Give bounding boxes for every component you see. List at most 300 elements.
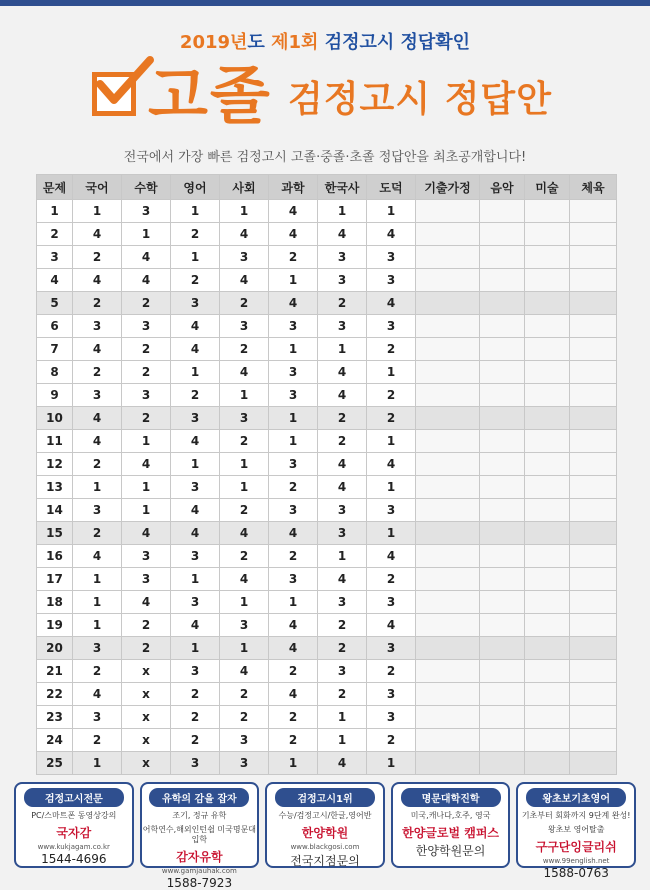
answer-cell: 2: [73, 522, 122, 545]
answer-cell: 4: [318, 384, 367, 407]
answer-cell: 3: [171, 476, 220, 499]
answer-cell: 2: [171, 384, 220, 407]
footer-ads: [14, 782, 636, 890]
column-header: 사회: [220, 175, 269, 200]
empty-cell: [480, 545, 525, 568]
table-row: [37, 499, 617, 522]
question-number: 18: [37, 591, 73, 614]
table-row: [37, 223, 617, 246]
answer-cell: 4: [318, 223, 367, 246]
ad-card-tag: 명문대학진학: [401, 788, 501, 807]
empty-cell: [416, 752, 480, 775]
answer-cell: 1: [73, 200, 122, 223]
empty-cell: [416, 683, 480, 706]
table-row: [37, 453, 617, 476]
empty-cell: [416, 223, 480, 246]
empty-cell: [525, 200, 570, 223]
subtitle-round: 제1회: [271, 32, 319, 53]
empty-cell: [570, 384, 617, 407]
column-header: 음악: [480, 175, 525, 200]
ad-card-line: 미국,캐나다,호주, 영국: [410, 811, 491, 820]
empty-cell: [480, 499, 525, 522]
answer-cell: 1: [73, 476, 122, 499]
answer-cell: 1: [122, 499, 171, 522]
answer-cell: 4: [171, 338, 220, 361]
question-number: 11: [37, 430, 73, 453]
empty-cell: [570, 246, 617, 269]
column-header: 수학: [122, 175, 171, 200]
ad-card-logo: 한양학원: [301, 826, 349, 840]
ad-card-url: www.kukjagam.co.kr: [37, 843, 110, 851]
answer-cell: 2: [171, 683, 220, 706]
empty-cell: [480, 660, 525, 683]
answer-cell: 2: [269, 660, 318, 683]
answer-cell: 3: [220, 729, 269, 752]
table-row: [37, 752, 617, 775]
answer-cell: 1: [122, 476, 171, 499]
table-row: [37, 729, 617, 752]
answer-cell: 4: [122, 522, 171, 545]
ad-card-line: 수능/검정고시/한글,영어반: [278, 811, 372, 820]
empty-cell: [570, 200, 617, 223]
empty-cell: [570, 706, 617, 729]
ad-card-logo: 국자감: [56, 826, 92, 840]
question-number: 13: [37, 476, 73, 499]
empty-cell: [525, 476, 570, 499]
answer-cell: 4: [367, 292, 416, 315]
question-number: 24: [37, 729, 73, 752]
answer-cell: 1: [171, 568, 220, 591]
answer-cell: 2: [269, 545, 318, 568]
answer-cell: x: [122, 729, 171, 752]
ad-card-phone: 1588-7923: [166, 876, 233, 890]
question-number: 20: [37, 637, 73, 660]
answer-cell: 3: [220, 246, 269, 269]
answer-cell: 4: [171, 522, 220, 545]
answer-cell: 4: [73, 430, 122, 453]
question-number: 23: [37, 706, 73, 729]
empty-cell: [525, 407, 570, 430]
empty-cell: [480, 729, 525, 752]
answer-table: [36, 174, 617, 775]
ad-card[interactable]: [265, 782, 385, 868]
answer-cell: 3: [220, 315, 269, 338]
answer-cell: 2: [122, 407, 171, 430]
empty-cell: [480, 223, 525, 246]
empty-cell: [525, 660, 570, 683]
table-row: [37, 292, 617, 315]
answer-cell: x: [122, 683, 171, 706]
answer-cell: 2: [367, 660, 416, 683]
answer-cell: 1: [220, 637, 269, 660]
table-row: [37, 614, 617, 637]
answer-cell: 1: [171, 453, 220, 476]
answer-cell: 3: [269, 384, 318, 407]
answer-cell: 2: [73, 453, 122, 476]
table-row: [37, 361, 617, 384]
empty-cell: [416, 361, 480, 384]
answer-cell: 3: [367, 269, 416, 292]
answer-cell: 4: [269, 223, 318, 246]
empty-cell: [570, 361, 617, 384]
empty-cell: [570, 338, 617, 361]
empty-cell: [570, 453, 617, 476]
question-number: 25: [37, 752, 73, 775]
question-number: 14: [37, 499, 73, 522]
column-header: 국어: [73, 175, 122, 200]
answer-cell: 1: [171, 246, 220, 269]
answer-cell: 3: [171, 545, 220, 568]
ad-card[interactable]: [516, 782, 636, 880]
answer-cell: 3: [367, 637, 416, 660]
answer-cell: 4: [318, 568, 367, 591]
answer-cell: 2: [171, 223, 220, 246]
answer-cell: 4: [269, 637, 318, 660]
answer-cell: 2: [318, 614, 367, 637]
table-row: [37, 637, 617, 660]
answer-cell: 3: [318, 522, 367, 545]
answer-cell: 1: [318, 338, 367, 361]
answer-cell: 2: [73, 660, 122, 683]
answer-cell: 4: [171, 430, 220, 453]
empty-cell: [416, 269, 480, 292]
empty-cell: [416, 315, 480, 338]
empty-cell: [416, 568, 480, 591]
empty-cell: [480, 407, 525, 430]
question-number: 12: [37, 453, 73, 476]
empty-cell: [416, 292, 480, 315]
empty-cell: [525, 246, 570, 269]
title-rest: 검정고시 정답안: [288, 79, 552, 120]
answer-cell: 3: [122, 384, 171, 407]
answer-cell: 3: [73, 315, 122, 338]
answer-cell: 1: [220, 200, 269, 223]
answer-cell: 2: [367, 407, 416, 430]
top-accent-bar: [0, 0, 650, 6]
empty-cell: [480, 614, 525, 637]
column-header: 체육: [570, 175, 617, 200]
answer-cell: 1: [269, 430, 318, 453]
answer-cell: 2: [122, 292, 171, 315]
table-row: [37, 430, 617, 453]
answer-cell: 3: [318, 660, 367, 683]
answer-cell: 2: [220, 706, 269, 729]
empty-cell: [525, 568, 570, 591]
answer-cell: 2: [318, 292, 367, 315]
empty-cell: [416, 614, 480, 637]
empty-cell: [525, 292, 570, 315]
answer-cell: 2: [318, 407, 367, 430]
empty-cell: [525, 269, 570, 292]
table-row: [37, 660, 617, 683]
question-number: 7: [37, 338, 73, 361]
answer-cell: 1: [318, 729, 367, 752]
answer-cell: 3: [318, 591, 367, 614]
empty-cell: [570, 476, 617, 499]
answer-cell: 2: [220, 430, 269, 453]
subtitle-rest: 검정고시 정답확인: [324, 32, 471, 53]
empty-cell: [570, 407, 617, 430]
answer-cell: 1: [220, 453, 269, 476]
answer-cell: 4: [367, 545, 416, 568]
answer-cell: 2: [73, 246, 122, 269]
question-number: 22: [37, 683, 73, 706]
column-header: 영어: [171, 175, 220, 200]
answer-cell: 3: [318, 269, 367, 292]
answer-cell: 2: [367, 338, 416, 361]
answer-cell: 1: [269, 752, 318, 775]
empty-cell: [480, 752, 525, 775]
answer-cell: 4: [220, 361, 269, 384]
answer-cell: 4: [269, 200, 318, 223]
ad-card-phone: 1544-4696: [41, 852, 107, 866]
answer-cell: x: [122, 752, 171, 775]
question-number: 9: [37, 384, 73, 407]
column-header: 미술: [525, 175, 570, 200]
empty-cell: [416, 729, 480, 752]
answer-cell: 2: [171, 706, 220, 729]
ad-card-line: 기초부터 회화까지 9단계 완성!: [521, 811, 631, 820]
ad-card-line-2: 왕초보 영어탈출: [547, 825, 605, 834]
empty-cell: [570, 752, 617, 775]
answer-cell: 1: [269, 591, 318, 614]
answer-cell: 1: [171, 361, 220, 384]
question-number: 5: [37, 292, 73, 315]
answer-cell: 2: [220, 292, 269, 315]
answer-cell: 1: [122, 430, 171, 453]
table-row: [37, 706, 617, 729]
page-subtitle: [0, 28, 650, 54]
empty-cell: [480, 200, 525, 223]
answer-cell: 1: [367, 522, 416, 545]
empty-cell: [416, 246, 480, 269]
question-number: 19: [37, 614, 73, 637]
answer-cell: 4: [171, 315, 220, 338]
answer-cell: 2: [269, 729, 318, 752]
table-row: [37, 591, 617, 614]
empty-cell: [570, 591, 617, 614]
answer-cell: 1: [73, 591, 122, 614]
question-number: 8: [37, 361, 73, 384]
question-number: 2: [37, 223, 73, 246]
answer-cell: 3: [220, 407, 269, 430]
answer-cell: 4: [220, 269, 269, 292]
answer-cell: 2: [220, 545, 269, 568]
empty-cell: [570, 499, 617, 522]
empty-cell: [570, 614, 617, 637]
table-row: [37, 545, 617, 568]
answer-cell: 1: [171, 200, 220, 223]
empty-cell: [416, 200, 480, 223]
question-number: 16: [37, 545, 73, 568]
empty-cell: [480, 453, 525, 476]
answer-cell: 3: [171, 292, 220, 315]
empty-cell: [570, 292, 617, 315]
answer-cell: 1: [367, 200, 416, 223]
answer-cell: 3: [73, 637, 122, 660]
answer-cell: 4: [73, 407, 122, 430]
answer-cell: 3: [220, 752, 269, 775]
subtitle-year: 2019년: [179, 32, 248, 53]
answer-cell: 1: [318, 706, 367, 729]
answer-cell: 3: [318, 246, 367, 269]
answer-cell: 1: [318, 200, 367, 223]
question-number: 21: [37, 660, 73, 683]
empty-cell: [416, 660, 480, 683]
answer-cell: 4: [367, 453, 416, 476]
empty-cell: [570, 430, 617, 453]
empty-cell: [570, 637, 617, 660]
empty-cell: [480, 338, 525, 361]
ad-card-url: www.blackgosi.com: [290, 843, 360, 851]
ad-card-tag: 유학의 감을 잡자: [149, 788, 249, 807]
answer-cell: 2: [367, 568, 416, 591]
answer-cell: 3: [73, 499, 122, 522]
answer-cell: 1: [220, 476, 269, 499]
answer-cell: 3: [269, 453, 318, 476]
answer-cell: x: [122, 706, 171, 729]
empty-cell: [570, 269, 617, 292]
question-number: 1: [37, 200, 73, 223]
empty-cell: [525, 453, 570, 476]
question-number: 15: [37, 522, 73, 545]
ad-card[interactable]: [391, 782, 511, 868]
ad-card-logo: 감자유학: [176, 850, 223, 864]
answer-cell: 4: [122, 591, 171, 614]
answer-cell: 2: [171, 729, 220, 752]
answer-cell: 1: [171, 637, 220, 660]
answer-cell: 2: [122, 361, 171, 384]
table-row: [37, 315, 617, 338]
ad-card-url: www.99english.net: [542, 857, 610, 865]
answer-cell: 4: [220, 660, 269, 683]
answer-cell: 4: [220, 223, 269, 246]
empty-cell: [570, 315, 617, 338]
answer-cell: 1: [269, 338, 318, 361]
empty-cell: [525, 729, 570, 752]
answer-cell: 3: [122, 315, 171, 338]
table-row: [37, 246, 617, 269]
answer-cell: 4: [367, 223, 416, 246]
answer-cell: 3: [367, 246, 416, 269]
ad-card-logo: 한양글로벌 캠퍼스: [402, 826, 500, 840]
answer-cell: 3: [367, 591, 416, 614]
answer-cell: 3: [367, 706, 416, 729]
empty-cell: [525, 499, 570, 522]
empty-cell: [480, 384, 525, 407]
answer-cell: 2: [122, 338, 171, 361]
question-number: 17: [37, 568, 73, 591]
answer-cell: 4: [318, 453, 367, 476]
ad-card-logo: 구구단잉글리쉬: [535, 840, 617, 854]
title-main-word: 고졸: [148, 59, 272, 132]
ad-card-url: www.gamjauhak.com: [161, 867, 237, 875]
answer-cell: 2: [269, 706, 318, 729]
empty-cell: [416, 545, 480, 568]
answer-cell: 3: [122, 568, 171, 591]
table-row: [37, 384, 617, 407]
answer-cell: 3: [73, 384, 122, 407]
answer-cell: 1: [367, 430, 416, 453]
answer-cell: 3: [122, 200, 171, 223]
table-row: [37, 200, 617, 223]
empty-cell: [416, 522, 480, 545]
empty-cell: [525, 637, 570, 660]
answer-cell: 4: [220, 568, 269, 591]
column-header: 한국사: [318, 175, 367, 200]
empty-cell: [525, 752, 570, 775]
table-row: [37, 476, 617, 499]
empty-cell: [480, 683, 525, 706]
empty-cell: [416, 453, 480, 476]
table-row: [37, 269, 617, 292]
answer-cell: 1: [220, 384, 269, 407]
answer-cell: 4: [73, 683, 122, 706]
answer-cell: 2: [220, 683, 269, 706]
empty-cell: [416, 706, 480, 729]
table-row: [37, 568, 617, 591]
empty-cell: [570, 660, 617, 683]
answer-cell: 3: [367, 315, 416, 338]
empty-cell: [570, 568, 617, 591]
empty-cell: [480, 315, 525, 338]
answer-cell: 3: [171, 660, 220, 683]
answer-cell: 2: [171, 269, 220, 292]
answer-cell: 3: [269, 315, 318, 338]
answer-cell: 4: [122, 269, 171, 292]
answer-cell: 3: [367, 683, 416, 706]
empty-cell: [570, 522, 617, 545]
table-row: [37, 522, 617, 545]
empty-cell: [480, 361, 525, 384]
table-row: [37, 338, 617, 361]
subtitle-do: 도: [247, 32, 265, 53]
empty-cell: [525, 430, 570, 453]
answer-cell: 2: [367, 729, 416, 752]
question-number: 4: [37, 269, 73, 292]
empty-cell: [416, 338, 480, 361]
page-title: [82, 60, 582, 132]
column-header: 도덕: [367, 175, 416, 200]
empty-cell: [525, 545, 570, 568]
answer-cell: 4: [269, 614, 318, 637]
ad-card[interactable]: [140, 782, 260, 890]
empty-cell: [416, 407, 480, 430]
empty-cell: [570, 729, 617, 752]
answer-cell: 3: [367, 499, 416, 522]
answer-cell: 2: [269, 246, 318, 269]
answer-cell: x: [122, 660, 171, 683]
answer-cell: 3: [220, 614, 269, 637]
empty-cell: [525, 683, 570, 706]
answer-cell: 2: [122, 637, 171, 660]
empty-cell: [525, 315, 570, 338]
answer-cell: 4: [318, 476, 367, 499]
empty-cell: [525, 614, 570, 637]
empty-cell: [480, 637, 525, 660]
answer-cell: 1: [367, 752, 416, 775]
empty-cell: [570, 545, 617, 568]
empty-cell: [570, 683, 617, 706]
answer-cell: 3: [269, 568, 318, 591]
answer-cell: 4: [318, 361, 367, 384]
empty-cell: [480, 430, 525, 453]
answer-cell: 1: [220, 591, 269, 614]
answer-cell: 4: [220, 522, 269, 545]
table-row: [37, 683, 617, 706]
ad-card[interactable]: [14, 782, 134, 868]
empty-cell: [480, 522, 525, 545]
